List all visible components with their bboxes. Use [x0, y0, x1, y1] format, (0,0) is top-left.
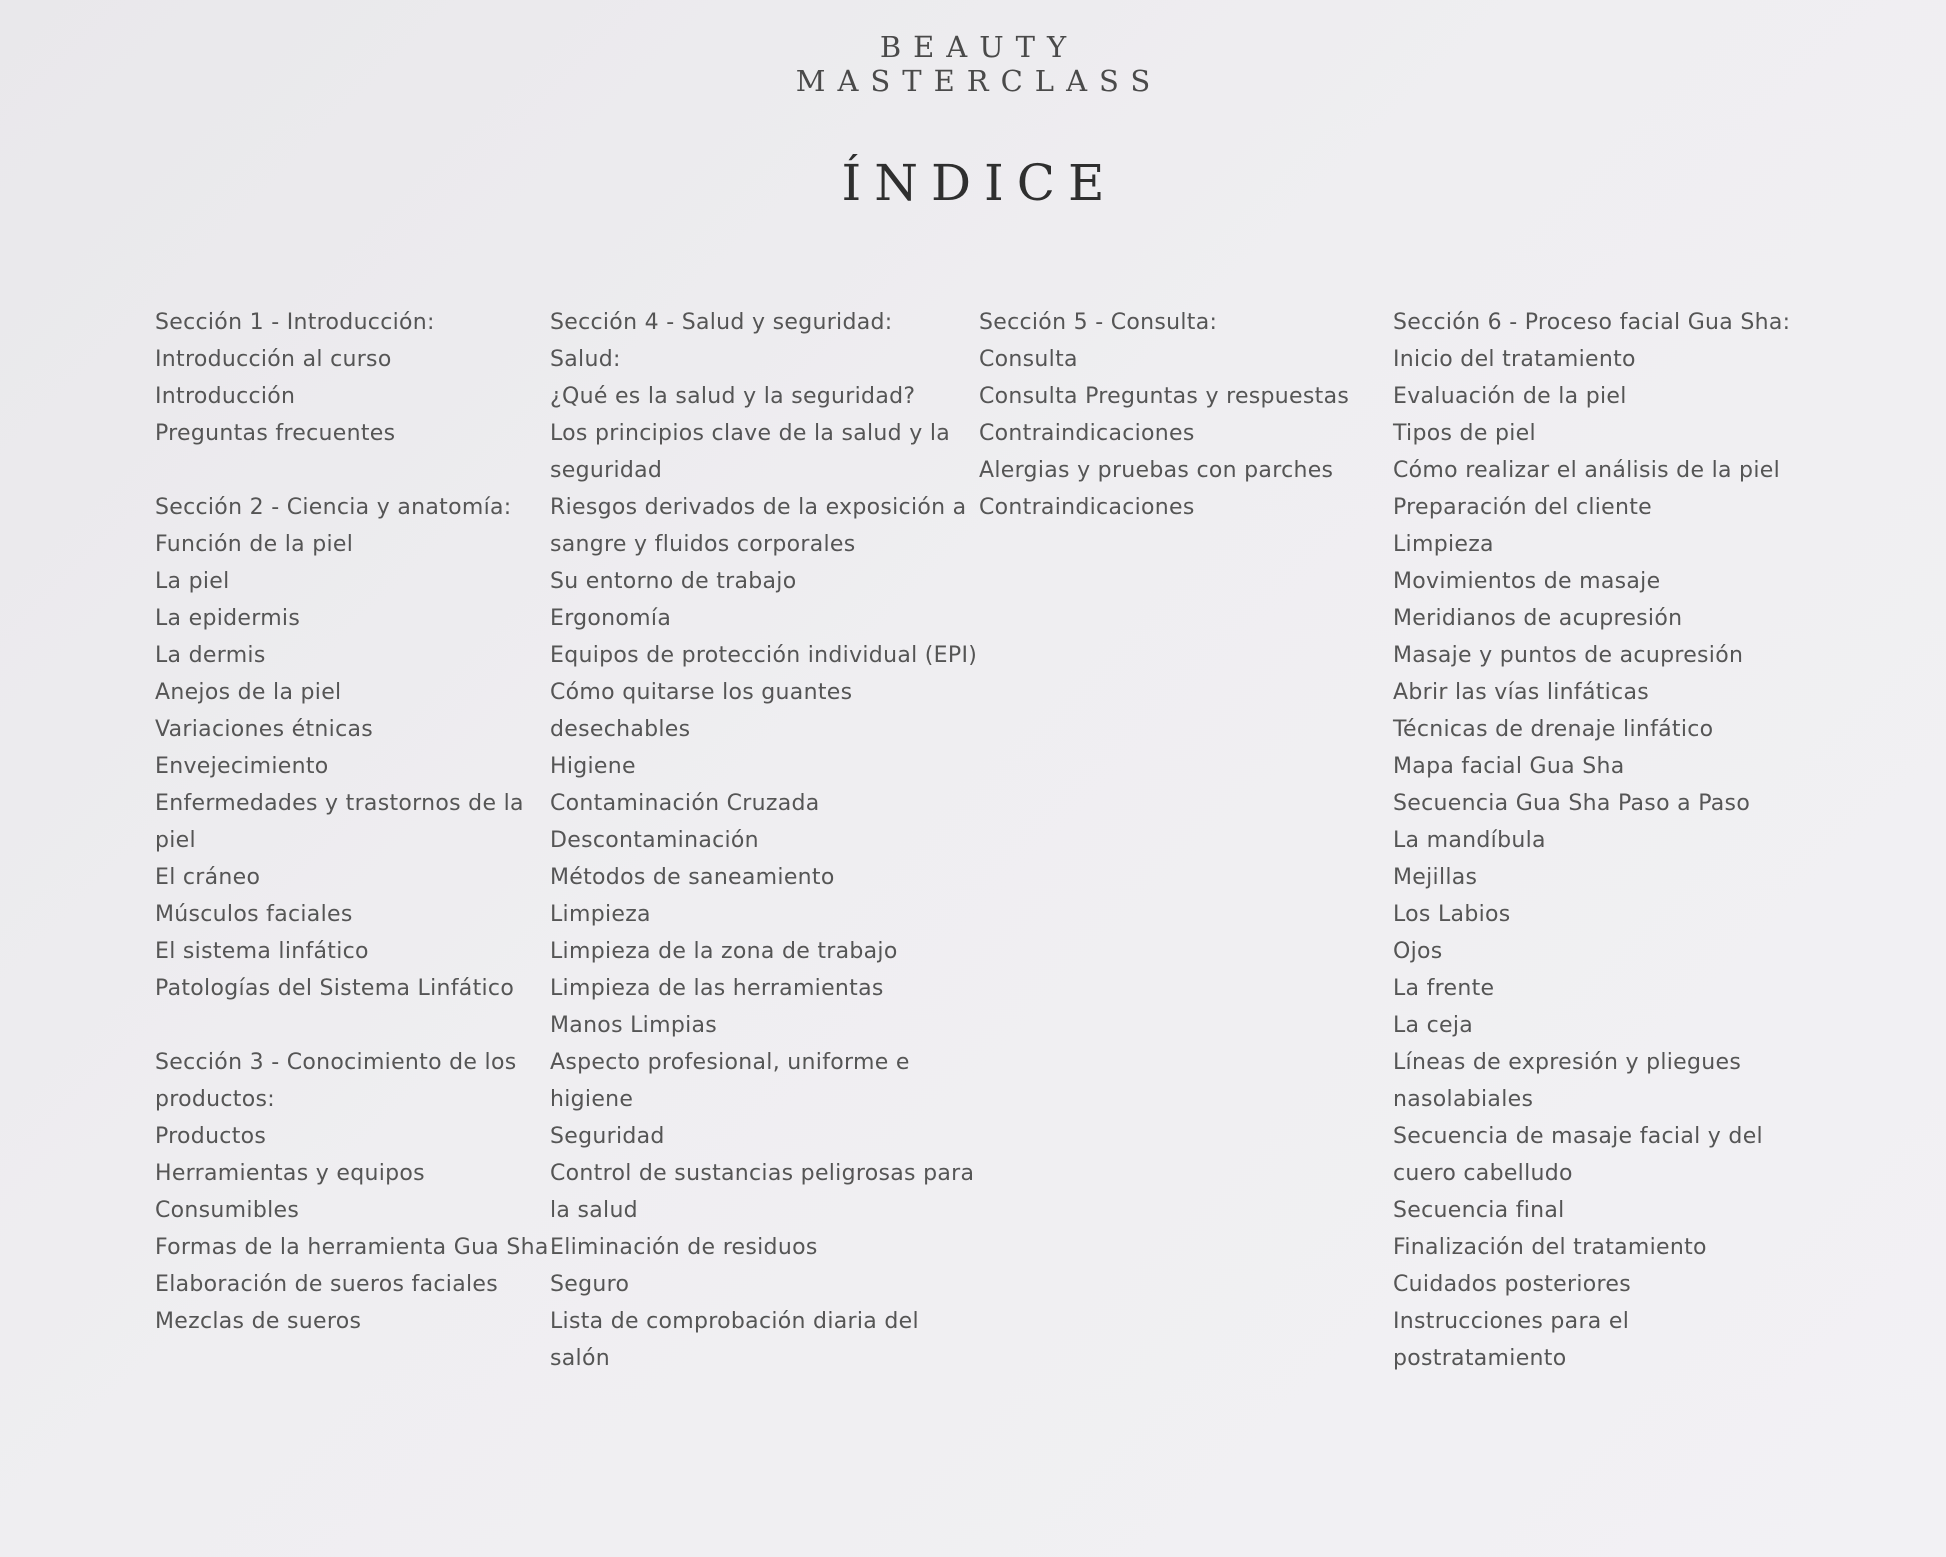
index-entry: Finalización del tratamiento [1393, 1235, 1707, 1260]
index-entry: piel [155, 828, 196, 853]
index-entry: Secuencia Gua Sha Paso a Paso [1393, 791, 1751, 816]
index-entry: Masaje y puntos de acupresión [1393, 643, 1744, 668]
index-column-4 [1393, 304, 1813, 1377]
index-entry: El sistema linfático [155, 939, 369, 964]
section-heading: Sección 1 - Introducción: [155, 310, 435, 335]
index-entry: Contraindicaciones [979, 495, 1195, 520]
index-entry: La dermis [155, 643, 266, 668]
index-entry: Cuidados posteriores [1393, 1272, 1631, 1297]
index-entry: Seguro [550, 1272, 630, 1297]
index-entry: Abrir las vías linfáticas [1393, 680, 1649, 705]
index-entry: Mejillas [1393, 865, 1478, 890]
brand-line-1: BEAUTY [879, 30, 1079, 64]
index-entry: Anejos de la piel [155, 680, 342, 705]
index-entry: La piel [155, 569, 230, 594]
index-entry: Manos Limpias [550, 1013, 718, 1038]
index-section [1393, 304, 1813, 1377]
index-entry: Secuencia de masaje facial y del [1393, 1124, 1763, 1149]
index-entry: Control de sustancias peligrosas para [550, 1161, 975, 1186]
section-heading: Sección 4 - Salud y seguridad: [550, 310, 893, 335]
index-entry: Limpieza [550, 902, 651, 927]
index-section [155, 1044, 549, 1340]
index-entry: Consulta [979, 347, 1078, 372]
index-entry: Limpieza [1393, 532, 1494, 557]
index-entry: Líneas de expresión y pliegues [1393, 1050, 1742, 1075]
index-entry: Higiene [550, 754, 636, 779]
index-entry: Función de la piel [155, 532, 354, 557]
index-entry: Descontaminación [550, 828, 759, 853]
index-column-3 [979, 304, 1379, 526]
index-entry: Mezclas de sueros [155, 1309, 362, 1334]
index-entry: cuero cabelludo [1393, 1161, 1573, 1186]
index-column-2 [550, 304, 978, 1377]
index-entry: Evaluación de la piel [1393, 384, 1627, 409]
index-entry: Métodos de saneamiento [550, 865, 835, 890]
index-entry: Envejecimiento [155, 754, 329, 779]
index-entry: Limpieza de las herramientas [550, 976, 884, 1001]
index-entry: Meridianos de acupresión [1393, 606, 1683, 631]
index-entry: Lista de comprobación diaria del [550, 1309, 919, 1334]
index-entry: El cráneo [155, 865, 261, 890]
index-entry: Aspecto profesional, uniforme e [550, 1050, 910, 1075]
index-entry: Formas de la herramienta Gua Sha [155, 1235, 549, 1260]
index-entry: Elaboración de sueros faciales [155, 1272, 498, 1297]
index-entry: Mapa facial Gua Sha [1393, 754, 1625, 779]
index-entry: Salud: [550, 347, 621, 372]
index-entry: Herramientas y equipos [155, 1161, 425, 1186]
index-entry: salón [550, 1346, 610, 1371]
index-section [155, 304, 535, 452]
index-entry: La frente [1393, 976, 1495, 1001]
index-entry: Patologías del Sistema Linfático [155, 976, 515, 1001]
index-entry: Su entorno de trabajo [550, 569, 797, 594]
index-entry: Movimientos de masaje [1393, 569, 1661, 594]
index-entry: Seguridad [550, 1124, 665, 1149]
index-entry: postratamiento [1393, 1346, 1567, 1371]
index-entry: Riesgos derivados de la exposición a [550, 495, 967, 520]
index-entry: Consumibles [155, 1198, 300, 1223]
index-entry: Variaciones étnicas [155, 717, 374, 742]
index-entry: Contraindicaciones [979, 421, 1195, 446]
section-heading: Sección 2 - Ciencia y anatomía: [155, 495, 512, 520]
index-entry: Limpieza de la zona de trabajo [550, 939, 898, 964]
index-entry: Músculos faciales [155, 902, 353, 927]
page-title: ÍNDICE [841, 154, 1118, 212]
index-column-1 [155, 304, 549, 1340]
index-entry: nasolabiales [1393, 1087, 1534, 1112]
index-entry: Instrucciones para el [1393, 1309, 1630, 1334]
index-entry: Equipos de protección individual (EPI) [550, 643, 978, 668]
index-section [550, 304, 978, 1377]
section-heading: Sección 5 - Consulta: [979, 310, 1218, 335]
index-entry: productos: [155, 1087, 275, 1112]
index-entry: sangre y fluidos corporales [550, 532, 856, 557]
index-entry: La ceja [1393, 1013, 1474, 1038]
index-entry: Preguntas frecuentes [155, 421, 396, 446]
index-entry: desechables [550, 717, 691, 742]
index-entry: Productos [155, 1124, 267, 1149]
index-entry: Introducción al curso [155, 347, 392, 372]
index-section [155, 489, 535, 1007]
section-heading: Sección 3 - Conocimiento de los [155, 1050, 517, 1075]
index-entry: Los principios clave de la salud y la [550, 421, 951, 446]
index-entry: La epidermis [155, 606, 301, 631]
brand-line-2: MASTERCLASS [795, 64, 1163, 98]
index-entry: Inicio del tratamiento [1393, 347, 1636, 372]
index-entry: Cómo quitarse los guantes [550, 680, 853, 705]
index-entry: Preparación del cliente [1393, 495, 1653, 520]
brand-logo [0, 30, 1946, 98]
index-entry: la salud [550, 1198, 638, 1223]
index-entry: Introducción [155, 384, 296, 409]
index-entry: Técnicas de drenaje linfático [1393, 717, 1714, 742]
index-entry: higiene [550, 1087, 634, 1112]
index-entry: Contaminación Cruzada [550, 791, 820, 816]
index-entry: Ergonomía [550, 606, 672, 631]
index-entry: La mandíbula [1393, 828, 1546, 853]
index-entry: Alergias y pruebas con parches [979, 458, 1334, 483]
section-heading: Sección 6 - Proceso facial Gua Sha: [1393, 310, 1791, 335]
index-section [979, 304, 1379, 526]
index-entry: Ojos [1393, 939, 1443, 964]
index-entry: Eliminación de residuos [550, 1235, 818, 1260]
index-entry: Enfermedades y trastornos de la [155, 791, 524, 816]
index-entry: Tipos de piel [1393, 421, 1536, 446]
index-entry: Los Labios [1393, 902, 1511, 927]
index-entry: Consulta Preguntas y respuestas [979, 384, 1350, 409]
index-entry: ¿Qué es la salud y la seguridad? [550, 384, 916, 409]
index-entry: seguridad [550, 458, 663, 483]
index-entry: Cómo realizar el análisis de la piel [1393, 458, 1780, 483]
index-entry: Secuencia final [1393, 1198, 1565, 1223]
